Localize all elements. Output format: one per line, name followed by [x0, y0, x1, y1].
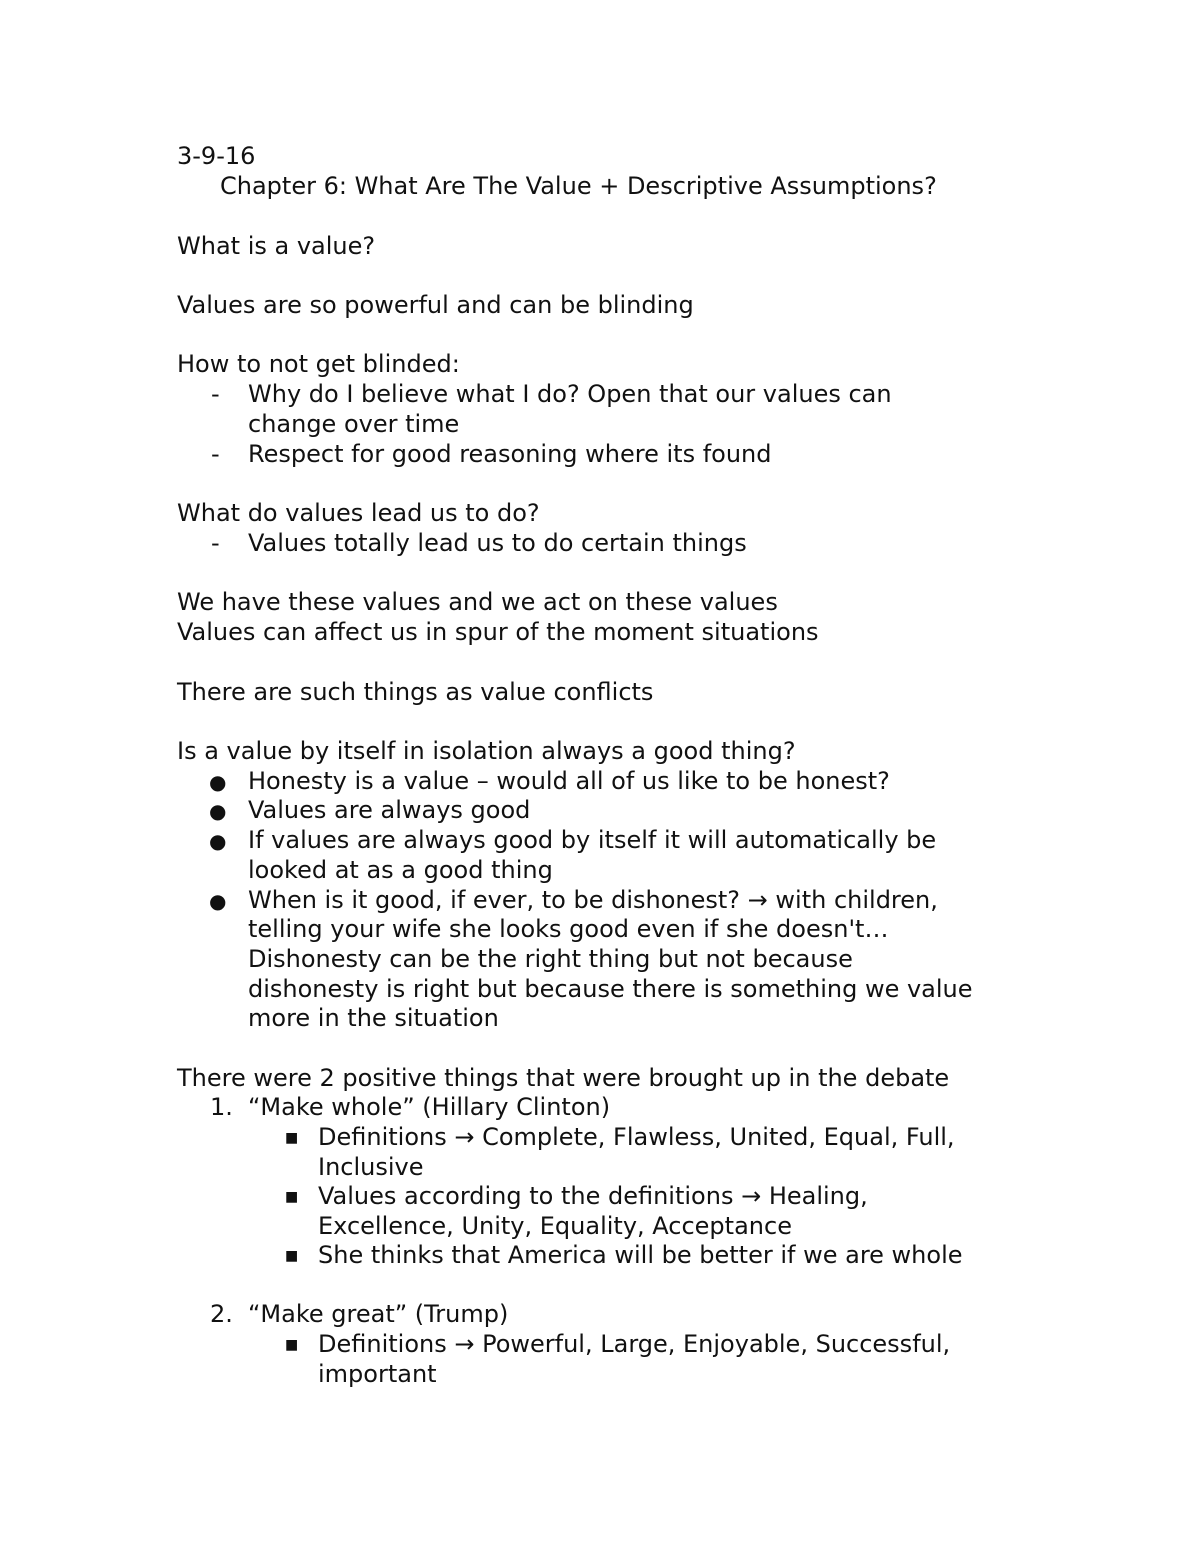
list-item-line: Inclusive [318, 1153, 424, 1181]
question-what-is-value: What is a value? [177, 232, 376, 260]
heading-not-blinded: How to not get blinded: [177, 350, 460, 378]
list-item-line: Values according to the definitions → Healing, [318, 1182, 868, 1210]
list-item-line: Honesty is a value – would all of us like to be honest? [248, 767, 890, 795]
chapter-title: Chapter 6: What Are The Value + Descriptive Assumptions? [220, 172, 937, 200]
dash-marker: - [211, 529, 220, 557]
dash-marker: - [211, 380, 220, 408]
bullet-marker: ● [209, 770, 227, 794]
square-bullet-marker: ■ [285, 1337, 299, 1353]
list-item-line: Values totally lead us to do certain things [248, 529, 747, 557]
debate-point-title: “Make whole” (Hillary Clinton) [248, 1093, 611, 1121]
list-item-line: Values are always good [248, 796, 531, 824]
list-number: 1. [210, 1093, 233, 1121]
list-item-line: telling your wife she looks good even if she doesn't… [248, 915, 889, 943]
note-act-on-values: We have these values and we act on these values [177, 588, 778, 616]
square-bullet-marker: ■ [285, 1189, 299, 1205]
list-item-line: Excellence, Unity, Equality, Acceptance [318, 1212, 792, 1240]
list-item-line: If values are always good by itself it will automatically be [248, 826, 937, 854]
list-item-line: more in the situation [248, 1004, 499, 1032]
list-item-line: Definitions → Complete, Flawless, United, Equal, Full, [318, 1123, 955, 1151]
debate-point-title: “Make great” (Trump) [248, 1300, 509, 1328]
bullet-marker: ● [209, 799, 227, 823]
heading-debate: There were 2 positive things that were brought up in the debate [177, 1064, 950, 1092]
note-spur-of-moment: Values can affect us in spur of the moment situations [177, 618, 819, 646]
list-item-line: When is it good, if ever, to be dishonest? → with children, [248, 886, 938, 914]
note-values-powerful: Values are so powerful and can be blinding [177, 291, 694, 319]
note-value-conflicts: There are such things as value conflicts [177, 678, 654, 706]
list-item-line: She thinks that America will be better if we are whole [318, 1241, 963, 1269]
list-number: 2. [210, 1300, 233, 1328]
square-bullet-marker: ■ [285, 1130, 299, 1146]
list-item-line: Why do I believe what I do? Open that our values can [248, 380, 892, 408]
list-item-line: Definitions → Powerful, Large, Enjoyable, Successful, [318, 1330, 951, 1358]
list-item-line: important [318, 1360, 437, 1388]
list-item-line: looked at as a good thing [248, 856, 553, 884]
list-item-line: Dishonesty can be the right thing but not because [248, 945, 853, 973]
date-line: 3-9-16 [177, 142, 256, 170]
list-item-line: change over time [248, 410, 460, 438]
list-item-line: Respect for good reasoning where its found [248, 440, 772, 468]
list-item-line: dishonesty is right but because there is something we value [248, 975, 973, 1003]
square-bullet-marker: ■ [285, 1248, 299, 1264]
heading-isolation: Is a value by itself in isolation always a good thing? [177, 737, 796, 765]
heading-values-lead: What do values lead us to do? [177, 499, 540, 527]
bullet-marker: ● [209, 889, 227, 913]
dash-marker: - [211, 440, 220, 468]
bullet-marker: ● [209, 829, 227, 853]
